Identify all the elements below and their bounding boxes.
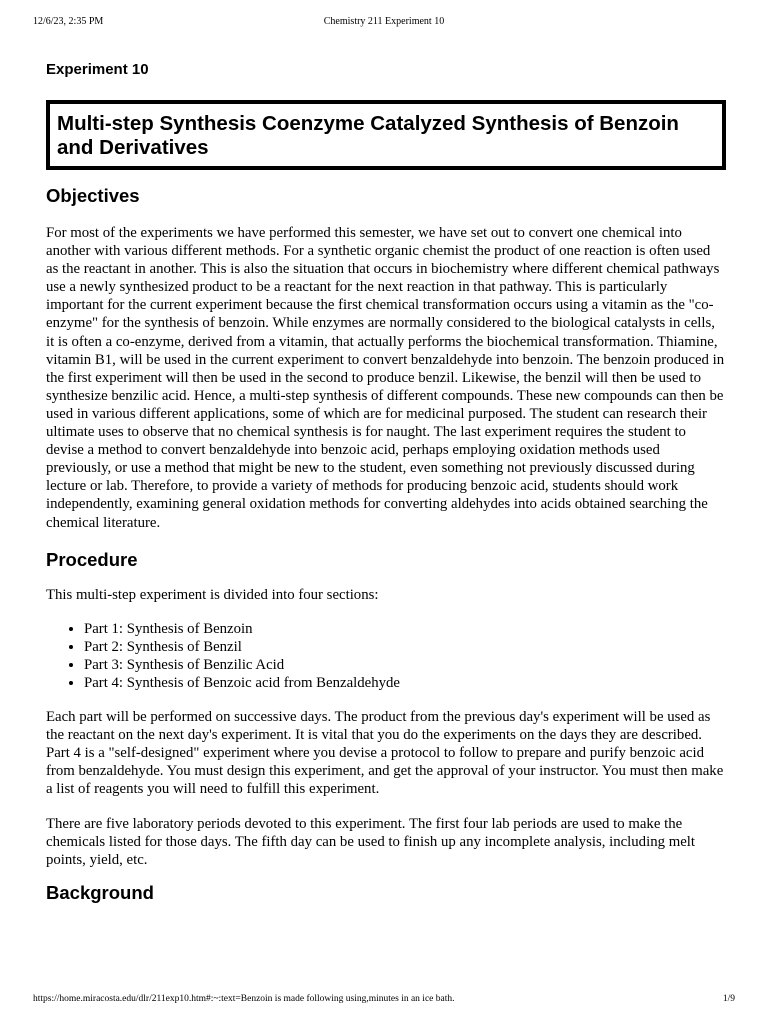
parts-list — [46, 620, 726, 692]
objectives-paragraph: For most of the experiments we have performed this semester, we have set out to convert one chemical into another with various different methods. For a synthetic organic chemist the product of one reaction is often used as the reactant in another. This is also the situation that occurs in biochemistry where different chemical pathways use a newly synthesized product to be a reactant for the next reaction in that pathway. This is particularly important for the current experiment because the first chemical transformation occurs using a vitamin as the "co-enzyme" for the synthesis of benzoin. While enzymes are normally considered to the biological catalysts in cells, it is often a co-enzyme, derived from a vitamin, that actually performs the biochemical transformation. Thiamine, vitamin B1, will be used in the current experiment to convert benzaldehyde into benzoin. The benzoin produced in the first experiment will then be used in the second to produce benzil. Likewise, the benzil will then be used to synthesize benzilic acid. Hence, a multi-step synthesis of different compounds. These new compounds can then be used in various different applications, some of which are for medicinal purposed. The student can research their ultimate uses to observe that no chemical synthesis is for naught. The last experiment requires the student to devise a method to convert benzaldehyde into benzoic acid, perhaps employing oxidation methods used previously, or use a method that might be new to the student, even something not previously discussed during lecture or lab. Therefore, to provide a variety of methods for producing benzoic acid, students should work independently, examining general oxidation methods for converting aldehydes into acids obtained searching the chemical literature. — [46, 225, 725, 531]
print-header — [0, 0, 768, 40]
background-heading: Background — [46, 881, 154, 903]
procedure-paragraph-five-periods: There are five laboratory periods devoted to this experiment. The first four lab periods are used to make the chemicals listed for those days. The fifth day can be used to finish up any incomplete analysis, including melt points, yield, etc. — [46, 815, 695, 868]
print-page-title: Chemistry 211 Experiment 10 — [323, 16, 445, 27]
objectives-heading: Objectives — [46, 185, 140, 206]
print-url: https://home.miracosta.edu/dlr/211exp10.htm#:~:text=Benzoin is made following using,minutes in an ice bath. — [33, 994, 455, 1004]
title-box: Multi-step Synthesis Coenzyme Catalyzed Synthesis of Benzoin and Derivatives — [46, 100, 726, 170]
page-number: 1/9 — [722, 994, 735, 1004]
print-footer — [0, 994, 768, 1014]
procedure-intro: This multi-step experiment is divided into four sections: — [46, 586, 379, 603]
print-date: 12/6/23, 2:35 PM — [33, 16, 104, 27]
procedure-paragraph-each-part: Each part will be performed on successive days. The product from the previous day's experiment will be used as the reactant on the next day's experiment. It is vital that you do the experiments on the days they are described. Part 4 is a "self-designed" experiment where you devise a protocol to follow to prepare and purify benzoic acid from benzaldehyde. You must design this experiment, and get the approval of your instructor. You must then make a list of reagents you will need to fulfill this experiment. — [46, 709, 724, 798]
experiment-label: Experiment 10 — [46, 61, 149, 78]
list-item: • Part 4: Synthesis of Benzoic acid from Benzaldehyde — [84, 674, 726, 692]
list-item: • Part 3: Synthesis of Benzilic Acid — [84, 656, 726, 674]
procedure-heading: Procedure — [46, 548, 138, 570]
list-item: • Part 2: Synthesis of Benzil — [84, 638, 726, 656]
list-item: • Part 1: Synthesis of Benzoin — [84, 620, 726, 638]
document-body — [46, 60, 726, 905]
